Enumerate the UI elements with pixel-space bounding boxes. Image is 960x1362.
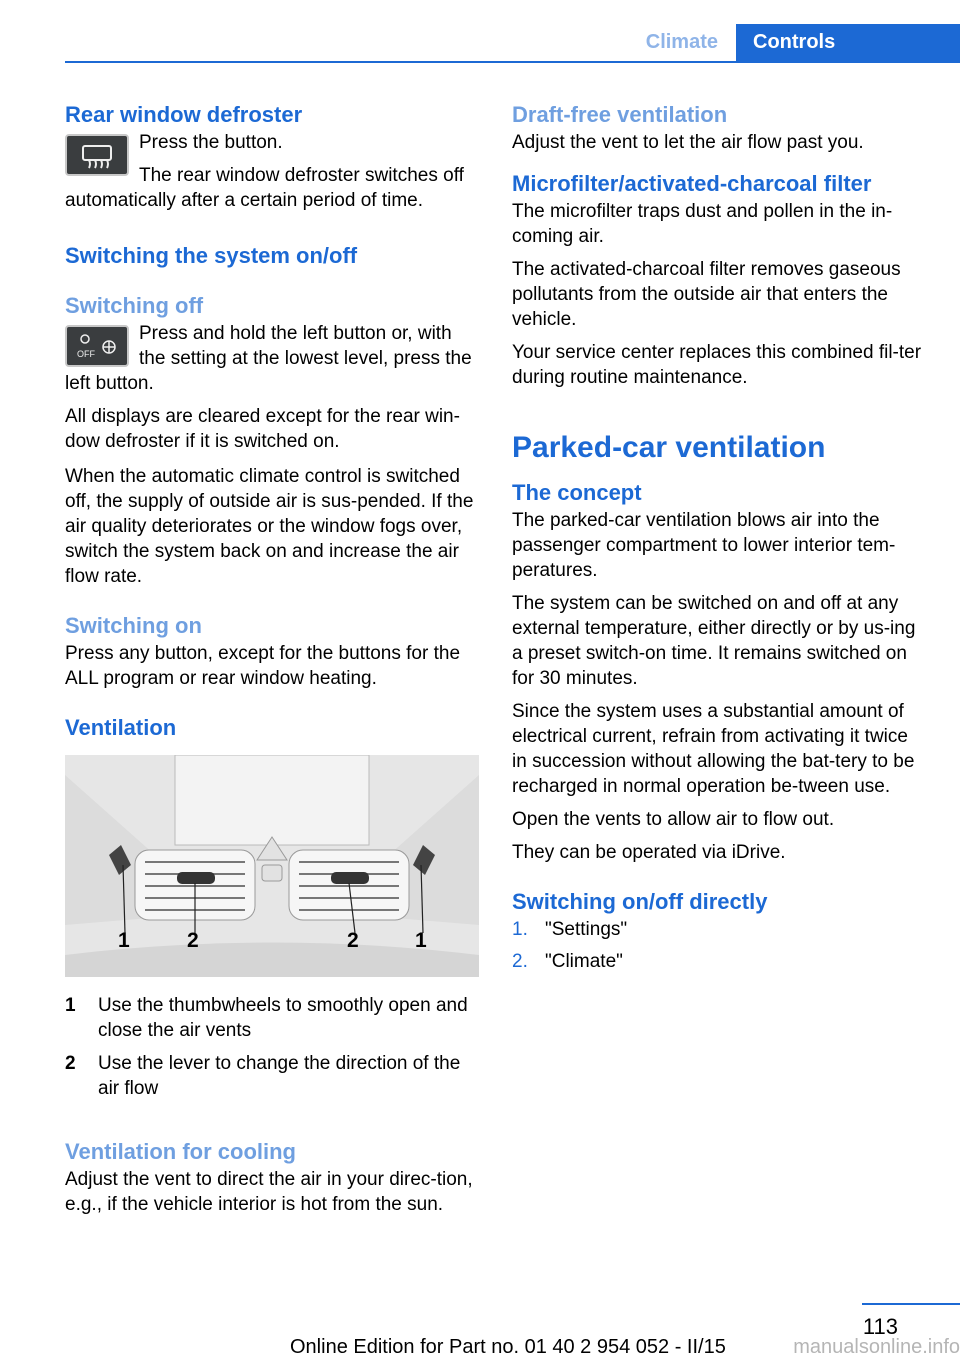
list-item bbox=[65, 993, 479, 1043]
directly-title: Switching on/off directly bbox=[512, 889, 768, 914]
microfilter-text1: The microfilter traps dust and pollen in the in-coming air. bbox=[512, 201, 893, 247]
rear-defroster-icon bbox=[65, 134, 129, 176]
microfilter-text2: The activated-charcoal filter removes gaseous pollutants from the outside air that enters the vehicle. bbox=[512, 259, 901, 330]
edition-text: Online Edition for Part no. 01 40 2 954 052 - II/15 bbox=[290, 1336, 726, 1358]
figure-label-3: 2 bbox=[347, 929, 359, 952]
cooling-title: Ventilation for cooling bbox=[65, 1139, 296, 1164]
cooling-text: Adjust the vent to direct the air in your direc-tion, e.g., if the vehicle interior is hot from the sun. bbox=[65, 1169, 473, 1215]
switching-on-text: Press any button, except for the buttons for the ALL program or rear window heating. bbox=[65, 643, 461, 689]
draft-free-title: Draft-free ventilation bbox=[512, 102, 728, 127]
switching-off-title: Switching off bbox=[65, 293, 204, 318]
parked-title: Parked-car ventilation bbox=[512, 431, 826, 464]
draft-free-text: Adjust the vent to let the air flow past you. bbox=[512, 132, 864, 153]
parked-text1: The parked-car ventilation blows air into the passenger compartment to lower interior tem-peratures. bbox=[512, 510, 896, 581]
rear-defroster-text2: The rear window defroster switches off automatically after a certain period of time. bbox=[65, 165, 464, 211]
fan-off-icon bbox=[65, 325, 129, 367]
left-column bbox=[65, 100, 479, 1225]
step-text: "Climate" bbox=[545, 951, 623, 972]
list-item bbox=[512, 917, 926, 942]
ventilation-title: Ventilation bbox=[65, 715, 177, 740]
step-number: 2. bbox=[512, 951, 528, 972]
header-rule bbox=[65, 61, 960, 63]
header-section: Climate bbox=[645, 31, 718, 53]
switching-off-text1: Press and hold the left button or, with the setting at the lowest level, press the left button. bbox=[65, 323, 472, 394]
switching-off-text2: All displays are cleared except for the rear win-dow defroster if it is switched on. bbox=[65, 406, 460, 452]
concept-title: The concept bbox=[512, 480, 642, 505]
watermark: manualsonline.info bbox=[793, 1336, 960, 1358]
page-number: 113 bbox=[862, 1314, 898, 1339]
step-text: "Settings" bbox=[545, 919, 628, 940]
parked-text4: Open the vents to allow air to flow out. bbox=[512, 809, 835, 830]
list-item bbox=[512, 949, 926, 974]
microfilter-text3: Your service center replaces this combined fil-ter during routine maintenance. bbox=[512, 342, 922, 388]
microfilter-title: Microfilter/activated-charcoal filter bbox=[512, 171, 872, 196]
parked-text5: They can be operated via iDrive. bbox=[512, 842, 786, 863]
footer-rule bbox=[862, 1303, 960, 1305]
list-item bbox=[65, 1051, 479, 1101]
svg-text:OFF: OFF bbox=[77, 349, 95, 359]
header-chapter: Controls bbox=[736, 24, 960, 61]
ventilation-figure bbox=[65, 755, 479, 977]
step-number: 1. bbox=[512, 919, 528, 940]
rear-defroster-text1: Press the button. bbox=[139, 132, 283, 153]
right-column bbox=[512, 100, 926, 981]
switching-on-title: Switching on bbox=[65, 613, 202, 638]
figure-label-1: 1 bbox=[118, 929, 130, 952]
switching-off-text3: When the automatic climate control is switched off, the supply of outside air is sus-pended. If the air quality deteriorates or the window fogs over, switch the system back on and increase the air flow rate. bbox=[65, 466, 474, 587]
list-item-number: 2 bbox=[65, 1053, 76, 1074]
list-item-text: Use the thumbwheels to smoothly open and close the air vents bbox=[98, 995, 468, 1041]
parked-text2: The system can be switched on and off at any external temperature, either directly or by us-ing a preset switch-on time. It remains switched on for 30 minutes. bbox=[512, 593, 916, 689]
list-item-number: 1 bbox=[65, 995, 76, 1016]
list-item-text: Use the lever to change the direction of the air flow bbox=[98, 1053, 461, 1099]
switching-system-title: Switching the system on/off bbox=[65, 243, 358, 268]
rear-defroster-title: Rear window defroster bbox=[65, 102, 303, 127]
figure-label-4: 1 bbox=[415, 929, 427, 952]
figure-label-2: 2 bbox=[187, 929, 199, 952]
parked-text3: Since the system uses a substantial amount of electrical current, refrain from activating it twice in succession without allowing the bat-tery to be recharged in normal operation be-tween use. bbox=[512, 701, 915, 797]
